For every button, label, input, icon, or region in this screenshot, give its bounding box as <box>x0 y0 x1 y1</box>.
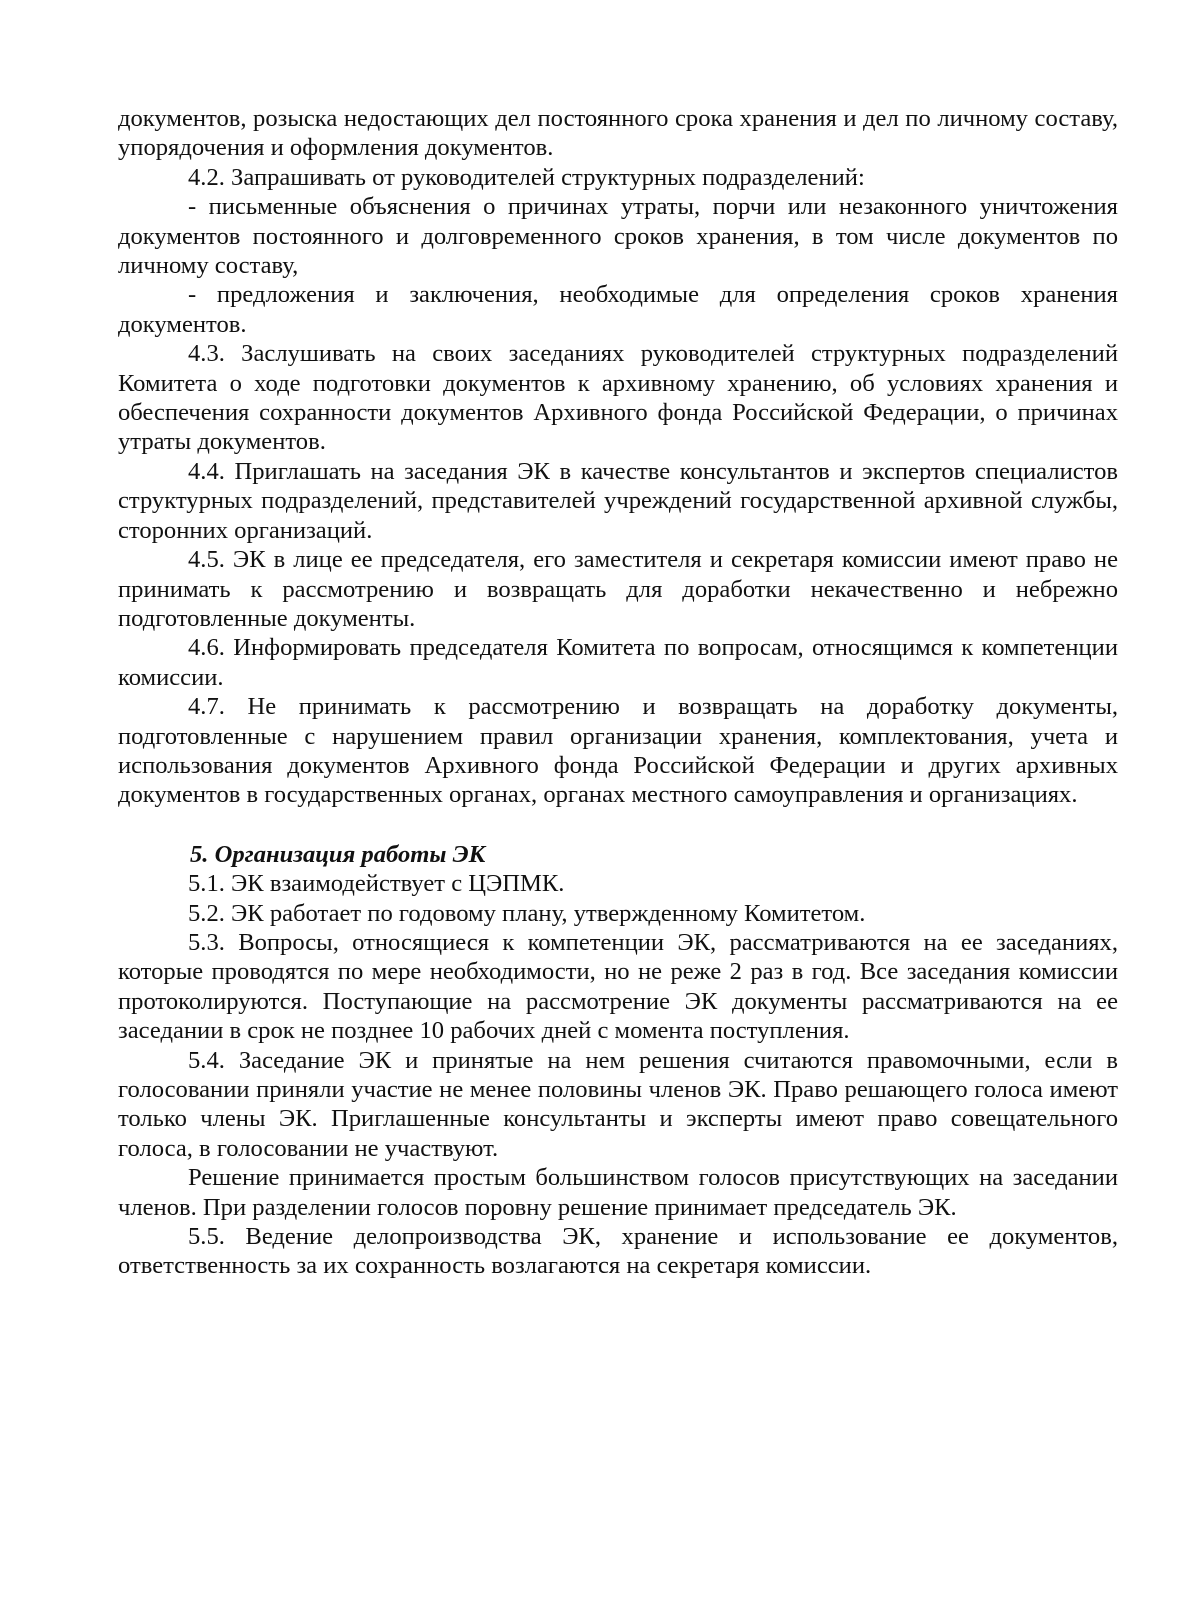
paragraph-5-3: 5.3. Вопросы, относящиеся к компетенции ЭК, рассматриваются на ее заседаниях, которые проводятся по мере необходимости, но не реже 2 раз в год. Все заседания комиссии протоколируются. Поступающие на рассмотрение ЭК документы рассматриваются на ее заседании в срок не позднее 10 рабочих дней с момента поступления. <box>118 928 1118 1045</box>
paragraph-5-1: 5.1. ЭК взаимодействует с ЦЭПМК. <box>188 870 565 898</box>
paragraph-5-5: 5.5. Ведение делопроизводства ЭК, хранение и использование ее документов, ответственность за их сохранность возлагаются на секретаря комиссии. <box>118 1223 1118 1280</box>
paragraph-5-4: 5.4. Заседание ЭК и принятые на нем решения считаются правомочными, если в голосовании приняли участие не менее половины членов ЭК. Право решающего голоса имеют только члены ЭК. Приглашенные консультанты и эксперты имеют право совещательного голоса, в голосовании не участвуют. <box>118 1046 1118 1162</box>
paragraph-4-5: 4.5. ЭК в лице ее председателя, его заместителя и секретаря комиссии имеют право не принимать к рассмотрению и возвращать для доработки некачественно и небрежно подготовленные документы. <box>118 546 1118 632</box>
paragraph-continuation: документов, розыска недостающих дел постоянного срока хранения и дел по личному составу, упорядочения и оформления документов. <box>118 105 1118 162</box>
paragraph-5-4-decision: Решение принимается простым большинством голосов присутствующих на заседании членов. При разделении голосов поровну решение принимает председатель ЭК. <box>118 1164 1118 1221</box>
section-5-title: 5. Организация работы ЭК <box>190 840 486 868</box>
paragraph-4-3: 4.3. Заслушивать на своих заседаниях руководителей структурных подразделений Комитета о ходе подготовки документов к архивному хранению, об условиях хранения и обеспечения сохранности документов Архивного фонда Российской Федерации, о причинах утраты документов. <box>118 340 1118 456</box>
paragraph-4-2-item-1: - письменные объяснения о причинах утраты, порчи или незаконного уничтожения документов постоянного и долговременного сроков хранения, в том числе документов по личному составу, <box>118 193 1118 280</box>
paragraph-4-6: 4.6. Информировать председателя Комитета по вопросам, относящимся к компетенции комиссии. <box>118 634 1118 691</box>
paragraph-4-7: 4.7. Не принимать к рассмотрению и возвращать на доработку документы, подготовленные с нарушением правил организации хранения, комплектования, учета и использования документов Архивного фонда Российской Федерации и других архивных документов в государственных органах, органах местного самоуправления и организациях. <box>118 693 1118 809</box>
paragraph-4-2-item-2: - предложения и заключения, необходимые для определения сроков хранения документов. <box>118 281 1118 338</box>
paragraph-4-4: 4.4. Приглашать на заседания ЭК в качестве консультантов и экспертов специалистов структурных подразделений, представителей учреждений государственной архивной службы, сторонних организаций. <box>118 457 1118 544</box>
paragraph-4-2: 4.2. Запрашивать от руководителей структурных подразделений: <box>188 163 865 191</box>
paragraph-5-2: 5.2. ЭК работает по годовому плану, утвержденному Комитетом. <box>188 899 866 927</box>
document-body <box>118 104 1118 1281</box>
